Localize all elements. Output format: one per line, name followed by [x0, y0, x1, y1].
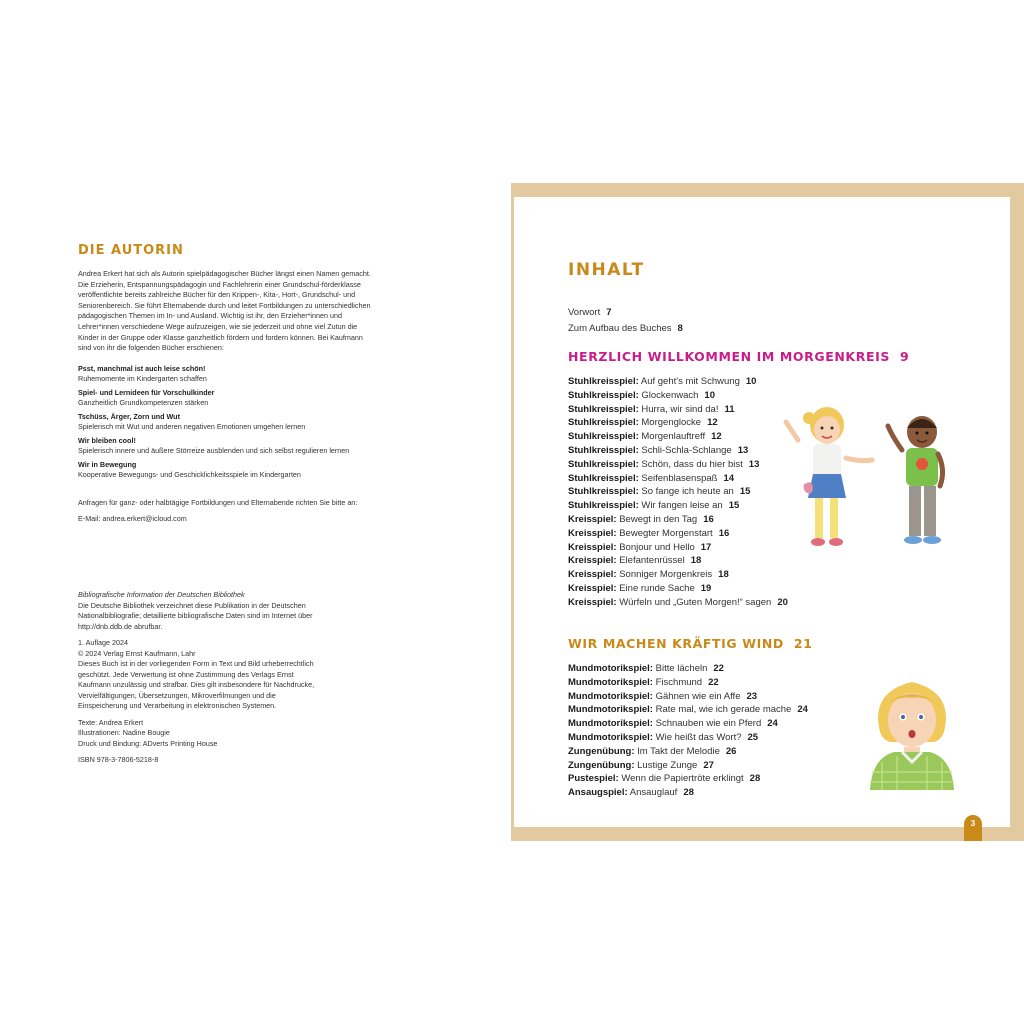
toc-entry-type: Kreisspiel: [568, 527, 617, 539]
section-heading-morgenkreis [568, 349, 909, 364]
toc-entry-type: Stuhlkreisspiel: [568, 376, 639, 387]
rights-text: Dieses Buch ist in der vorliegenden Form in Text und Bild urheberrechtlich geschützt. Jede Verwertung ist ohne Zustimmung des Verlags Ernst Kaufmann unzulässig und strafbar. Dies gilt insbesondere für Nachdrucke, Vervielfältigungen, Übersetzungen, Mikroverfilmungen und die Einspeicherung und Verarbeitung in elektronischen Systemen. [78, 659, 315, 710]
toc-entry-page: 13 [748, 458, 760, 470]
toc-entry [568, 513, 788, 527]
toc-entry-type: Stuhlkreisspiel: [568, 472, 639, 484]
toc-entry-type: Mundmotorikspiel: [568, 690, 653, 702]
book-title: Tschüss, Ärger, Zorn und Wut [78, 412, 180, 421]
toc-entry-type: Stuhlkreisspiel: [568, 403, 639, 415]
inquiry-text: Anfragen für ganz- oder halbtägige Fortbildungen und Elternabende richten Sie bitte an: [78, 498, 358, 507]
toc-entry [568, 759, 808, 773]
toc-entry-title: Bonjour und Hello [619, 541, 695, 553]
toc-entry-page: 7 [606, 307, 612, 318]
edition: 1. Auflage 2024 [78, 638, 128, 647]
toc-entry-title: Auf geht's mit Schwung [640, 376, 740, 387]
toc-entry-title: Hurra, wir sind da! [641, 403, 719, 415]
toc-entry [568, 717, 808, 731]
print-credit: Druck und Bindung: ADverts Printing House [78, 738, 218, 748]
toc-entry-title: Sonniger Morgenkreis [619, 569, 713, 581]
toc-entry-type: Mundmotorikspiel: [568, 704, 653, 716]
toc-entry-title: Rate mal, wie ich gerade mache [655, 704, 792, 716]
toc-entry-title: So fange ich heute an [641, 486, 734, 498]
toc-entry-title: Bewegter Morgenstart [619, 527, 713, 539]
toc-entry-page: 20 [777, 596, 788, 608]
toc-entry-page: 25 [747, 731, 759, 743]
toc-entry-page: 24 [767, 718, 778, 730]
toc-entry [568, 703, 808, 717]
toc-entry-page: 10 [745, 376, 757, 387]
toc-entry [568, 375, 788, 389]
toc-entry-page: 28 [683, 787, 694, 799]
toc-entry-title: Lustige Zunge [637, 759, 698, 771]
toc-entry [568, 389, 788, 403]
toc-entry-type: Mundmotorikspiel: [568, 663, 653, 674]
book-subtitle: Spielerisch innere und äußere Störreize ausblenden und sich selbst regulieren lernen [78, 445, 350, 455]
toc-entry [568, 416, 788, 430]
toc-entry-type: Stuhlkreisspiel: [568, 389, 639, 401]
book-item [78, 412, 398, 431]
imprint [78, 590, 318, 772]
toc-entry-page: 10 [704, 389, 715, 401]
book-subtitle: Ruhemomente im Kindergarten schaffen [78, 373, 207, 383]
author-bio: Andrea Erkert hat sich als Autorin spielpädagogischer Bücher längst einen Namen gemacht. Die Erzieherin, Entspannungspädagogin und Fachlehrerin einer Grundschul-förderklasse veröffentlichte bereits zahlreiche Bücher für den Krippen-, Kita-, Hort-, Grundschul- und Seniorenbereich. Sie führt Elternabende durch und leitet Fortbildungen zu unterschiedlichen pädagogischen Themen im In- und Ausland. Wichtig ist ihr, den Erzieher*innen und Lehrer*innen verschiedene Wege aufzuzeigen, wie sie jederzeit und ohne viel Zutun die Kinder in der Gruppe oder Klasse ganzheitlich fördern und fordern können. Bei Kaufmann sind von ihr die folgenden Bücher erschienen: [78, 269, 371, 353]
toc-entry-page: 23 [746, 690, 758, 702]
toc-entry-page: 13 [737, 444, 749, 456]
toc-entry [568, 485, 788, 499]
toc-entry-page: 15 [739, 486, 751, 498]
toc-entry-type: Kreisspiel: [568, 513, 617, 525]
toc-entry-title: Wie heißt das Wort? [655, 731, 742, 743]
toc-entry-type: Zungenübung: [568, 759, 635, 771]
biblio-title: Bibliografische Information der Deutschen Bibliothek [78, 590, 245, 599]
toc-entry-page: 17 [700, 541, 712, 553]
toc-entry-page: 14 [723, 472, 735, 484]
section-page: 9 [899, 349, 910, 364]
text-credit: Texte: Andrea Erkert [78, 717, 144, 727]
toc-heading: INHALT [568, 260, 645, 280]
toc-entry-title: Seifenblasenspaß [641, 472, 718, 484]
toc-entry-type: Zungenübung: [568, 745, 635, 757]
toc-entry-type: Stuhlkreisspiel: [568, 500, 639, 512]
toc-entry-title: Fischmund [655, 676, 703, 688]
toc-entry-title: Schnauben wie ein Pferd [655, 718, 762, 730]
toc-entry-type: Kreisspiel: [568, 541, 617, 553]
toc-entry-type: Mundmotorikspiel: [568, 676, 653, 688]
girl-figure [786, 407, 872, 546]
toc-entry-title: Vorwort [568, 307, 601, 318]
book-title: Psst, manchmal ist auch leise schön! [78, 364, 206, 373]
toc-entry-title: Im Takt der Melodie [637, 745, 720, 757]
book-title: Spiel- und Lernideen für Vorschulkinder [78, 388, 215, 397]
author-heading: DIE AUTORIN [78, 243, 184, 258]
toc-entry-page: 18 [718, 569, 729, 581]
toc-entry-page: 26 [725, 745, 737, 757]
toc-entry-title: Elefantenrüssel [619, 555, 685, 567]
email-text: E-Mail: andrea.erkert@icloud.com [78, 514, 187, 523]
toc-entry-title: Eine runde Sache [619, 582, 695, 594]
toc-entry [568, 430, 788, 444]
toc-entry [568, 596, 788, 610]
page-number: 3 [964, 815, 982, 841]
toc-entry-type: Mundmotorikspiel: [568, 718, 653, 730]
toc-entry-title: Morgenglocke [641, 417, 702, 429]
toc-entry-title: Glockenwach [641, 389, 699, 401]
toc-entry [568, 582, 788, 596]
toc-entry [568, 745, 808, 759]
book-item [78, 460, 398, 479]
toc-entry-page: 18 [690, 555, 702, 567]
book-title: Wir bleiben cool! [78, 436, 136, 445]
toc-entry [568, 541, 788, 555]
toc-entry-type: Stuhlkreisspiel: [568, 486, 639, 498]
toc-entry [568, 690, 808, 704]
toc-entry [568, 499, 788, 513]
toc-entry [568, 786, 808, 800]
toc-entry-title: Morgenlauftreff [641, 431, 706, 443]
boy-figure [888, 416, 943, 544]
toc-entry-type: Stuhlkreisspiel: [568, 458, 639, 470]
section-page: 21 [793, 636, 813, 651]
book-list [78, 364, 398, 484]
toc-entry-page: 22 [708, 676, 719, 688]
illustration-credit: Illustrationen: Nadine Bougie [78, 728, 170, 737]
book-subtitle: Spielerisch mit Wut und anderen negativen Emotionen umgehen lernen [78, 421, 306, 431]
toc-entry-page: 16 [703, 513, 714, 525]
toc-entry-page: 8 [677, 323, 683, 334]
toc-entry [568, 472, 788, 486]
toc-intro [568, 305, 683, 337]
toc-entry [568, 444, 788, 458]
toc-entry-page: 12 [711, 431, 722, 443]
toc-entry [568, 676, 808, 690]
toc-entry-page: 22 [713, 663, 724, 674]
toc-entry [568, 731, 808, 745]
toc-entry [568, 772, 808, 786]
toc-entry-page: 19 [700, 582, 712, 594]
toc-entry [568, 458, 788, 472]
toc-entry-type: Kreisspiel: [568, 555, 617, 567]
section-title: HERZLICH WILLKOMMEN IM MORGENKREIS [568, 349, 890, 364]
toc-entry-type: Stuhlkreisspiel: [568, 444, 639, 456]
girl-blowing-illustration [862, 672, 962, 790]
toc-entry-title: Ansauglauf [629, 787, 678, 799]
toc-entry-page: 15 [728, 500, 740, 512]
children-waving-illustration [780, 400, 970, 560]
toc-entry [568, 527, 788, 541]
toc-entry [568, 662, 808, 676]
toc-entry-page: 27 [703, 759, 714, 771]
biblio-text: Die Deutsche Bibliothek verzeichnet diese Publikation in der Deutschen Nationalbibliografie; detaillierte bibliografische Daten sind im Internet über http://dnb.ddb.de abrufbar. [78, 600, 313, 631]
section-entries-wind [568, 662, 808, 800]
toc-entry [568, 568, 788, 582]
book-item [78, 364, 398, 383]
toc-entry-title: Bewegt in den Tag [619, 513, 698, 525]
toc-entry-type: Pustespiel: [568, 773, 619, 785]
isbn: ISBN 978-3-7806-5218-8 [78, 755, 159, 764]
toc-entry-type: Kreisspiel: [568, 582, 617, 594]
toc-entry-title: Schön, dass du hier bist [641, 458, 743, 470]
book-subtitle: Kooperative Bewegungs- und Geschicklichkeitsspiele im Kindergarten [78, 469, 301, 479]
section-heading-wind [568, 636, 813, 651]
toc-entry-type: Stuhlkreisspiel: [568, 417, 639, 429]
toc-entry-page: 24 [797, 704, 808, 716]
section-title: WIR MACHEN KRÄFTIG WIND [568, 636, 784, 651]
toc-entry-title: Schli-Schla-Schlange [641, 444, 732, 456]
book-title: Wir in Bewegung [78, 460, 137, 469]
toc-entry-title: Würfeln und „Guten Morgen!“ sagen [619, 596, 772, 608]
book-item [78, 436, 398, 455]
toc-entry-title: Zum Aufbau des Buches [568, 323, 672, 334]
toc-entry-page: 11 [724, 403, 735, 415]
toc-entry-title: Gähnen wie ein Affe [655, 690, 741, 702]
toc-entry-type: Stuhlkreisspiel: [568, 431, 639, 443]
toc-entry [568, 554, 788, 568]
toc-entry-page: 12 [707, 417, 718, 429]
toc-entry-title: Wir fangen leise an [641, 500, 723, 512]
copyright: © 2024 Verlag Ernst Kaufmann, Lahr [78, 648, 196, 658]
toc-entry [568, 403, 788, 417]
toc-entry [568, 305, 683, 321]
toc-entry-title: Wenn die Papiertröte erklingt [621, 773, 744, 785]
toc-entry-type: Kreisspiel: [568, 596, 617, 608]
toc-entry-title: Bitte lächeln [655, 663, 708, 674]
toc-entry-type: Mundmotorikspiel: [568, 731, 653, 743]
toc-entry-type: Kreisspiel: [568, 569, 617, 581]
book-item [78, 388, 398, 407]
toc-entry-page: 16 [718, 527, 730, 539]
book-subtitle: Ganzheitlich Grundkompetenzen stärken [78, 397, 209, 407]
toc-entry-type: Ansaugspiel: [568, 787, 628, 799]
section-entries-morgenkreis [568, 375, 788, 610]
toc-entry [568, 321, 683, 337]
toc-entry-page: 28 [749, 773, 761, 785]
